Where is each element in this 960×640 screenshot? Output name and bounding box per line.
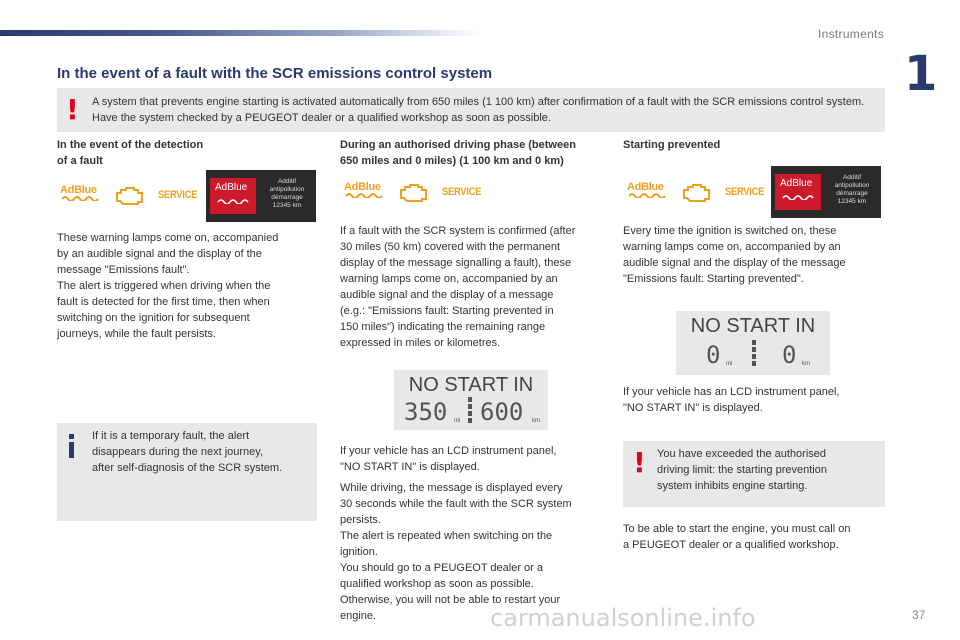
remaining-miles-value: 0: [706, 341, 721, 369]
service-warning-icon: SERVICE: [725, 186, 765, 198]
col2-heading: [340, 137, 610, 169]
body-line: The alert is repeated when switching on the: [340, 530, 553, 542]
adblue-warning-icon: [60, 184, 102, 208]
note-line: If it is a temporary fault, the alert: [92, 430, 250, 442]
col3-final-text: [623, 521, 885, 553]
col2-driving-text: [340, 480, 610, 624]
display-info-text: [825, 174, 879, 206]
section-label: Instruments: [818, 27, 884, 41]
body-line: 30 seconds while the fault with the SCR system: [340, 498, 572, 510]
engine-fault-icon: [681, 182, 713, 204]
display-adblue-label: AdBlue: [210, 178, 256, 214]
remaining-km-value: 600: [480, 398, 524, 426]
col3-lcd-text: [623, 384, 885, 416]
col1-heading-line: of a fault: [57, 155, 103, 167]
warning-exclamation-icon: !: [66, 93, 79, 126]
page-title: In the event of a fault with the SCR emissions control system: [57, 65, 493, 82]
miles-unit: mi: [454, 418, 461, 424]
body-line: by an audible signal and the display of the: [57, 248, 262, 260]
col2-heading-line: During an authorised driving phase (between: [340, 139, 576, 151]
body-line: expressed in miles or kilometres.: [340, 337, 501, 349]
no-start-display: [676, 311, 830, 375]
service-warning-icon: SERVICE: [158, 189, 198, 201]
body-line: qualified workshop as soon as possible.: [340, 578, 534, 590]
note-line: after self-diagnosis of the SCR system.: [92, 462, 283, 474]
col1-body: [57, 230, 317, 342]
display-info-line: 12345 km: [272, 202, 302, 209]
body-line: 30 miles (50 km) covered with the permanent: [340, 241, 561, 253]
miles-unit: mi: [726, 361, 733, 367]
body-line: "NO START IN" is displayed.: [623, 402, 763, 414]
body-line: warning lamps come on, accompanied by an: [623, 241, 841, 253]
body-line: Otherwise, you will not be able to restart your: [340, 594, 561, 606]
no-start-title: NO START IN: [690, 315, 816, 337]
display-adblue-label: AdBlue: [775, 174, 821, 210]
body-line: audible signal and the display of a message: [340, 289, 554, 301]
body-line: journeys, while the fault persists.: [57, 328, 216, 340]
page-number: 37: [912, 608, 926, 622]
body-line: ignition.: [340, 546, 378, 558]
col2-body: [340, 223, 610, 351]
warning-note-text: [657, 446, 879, 494]
body-line: display of the message signalling a fault), these: [340, 257, 572, 269]
chapter-number: 1: [904, 46, 938, 102]
col2-heading-line: 650 miles and 0 miles) (1 100 km and 0 km): [340, 155, 564, 167]
body-line: 150 miles") indicating the remaining range: [340, 321, 546, 333]
body-line: These warning lamps come on, accompanied: [57, 232, 279, 244]
body-line: message "Emissions fault".: [57, 264, 190, 276]
km-unit: km: [802, 361, 810, 367]
display-info-line: 12345 km: [837, 198, 867, 205]
body-line: warning lamps come on, accompanied by an: [340, 273, 558, 285]
col1-heading: [57, 137, 317, 169]
body-line: If your vehicle has an LCD instrument panel,: [623, 386, 840, 398]
body-line: If a fault with the SCR system is confirmed (after: [340, 225, 576, 237]
display-info-text: [260, 178, 314, 210]
body-line: audible signal and the display of the message: [623, 257, 846, 269]
display-info-line: démarrage: [836, 190, 868, 197]
adblue-display-panel: [771, 166, 881, 218]
service-warning-icon: SERVICE: [442, 186, 482, 198]
note-line: driving limit: the starting prevention: [657, 464, 827, 476]
note-line: You have exceeded the authorised: [657, 448, 827, 460]
remaining-km-value: 0: [782, 341, 797, 369]
body-line: persists.: [340, 514, 381, 526]
separator-dots: [468, 397, 472, 425]
adblue-display-panel: [206, 170, 316, 222]
body-line: To be able to start the engine, you must call on: [623, 523, 851, 535]
no-start-title: NO START IN: [408, 374, 534, 396]
body-line: a PEUGEOT dealer or a qualified workshop.: [623, 539, 839, 551]
note-line: system inhibits engine starting.: [657, 480, 808, 492]
display-wave-icon: [781, 194, 815, 200]
adblue-label: AdBlue: [60, 184, 97, 196]
adblue-warning-icon: [627, 181, 669, 205]
body-line: You should go to a PEUGEOT dealer or a: [340, 562, 544, 574]
body-line: While driving, the message is displayed every: [340, 482, 563, 494]
adblue-warning-icon: [344, 181, 386, 205]
body-line: "Emissions fault: Starting prevented".: [623, 273, 804, 285]
display-info-line: Additif: [277, 178, 297, 185]
engine-fault-icon: [398, 182, 430, 204]
info-icon-dot: [69, 434, 74, 439]
body-line: switching on the ignition for subsequent: [57, 312, 250, 324]
body-line: "NO START IN" is displayed.: [340, 461, 480, 473]
adblue-label: AdBlue: [344, 181, 381, 193]
col3-heading: Starting prevented: [623, 139, 721, 151]
display-info-line: démarrage: [271, 194, 303, 201]
display-info-line: antipollution: [269, 186, 305, 193]
watermark: carmanualsonline.info: [490, 604, 756, 632]
display-info-line: antipollution: [834, 182, 870, 189]
info-note-text: [92, 428, 312, 476]
body-line: Every time the ignition is switched on, these: [623, 225, 837, 237]
body-line: If your vehicle has an LCD instrument panel,: [340, 445, 557, 457]
col3-body: [623, 223, 885, 287]
note-line: disappears during the next journey,: [92, 446, 264, 458]
display-info-line: Additif: [842, 174, 862, 181]
col2-lcd-text: [340, 443, 610, 475]
body-line: engine.: [340, 610, 377, 622]
body-line: fault is detected for the first time, then when: [57, 296, 270, 308]
warning-exclamation-icon: !: [633, 446, 646, 479]
col1-heading-line: In the event of the detection: [57, 139, 204, 151]
remaining-miles-value: 350: [404, 398, 448, 426]
intro-warning-text: A system that prevents engine starting is activated automatically from 650 miles (1 100 km) after confirmation of a fault with the SCR emissions control system. Have the system checked by a PEUGEOT dealer or a qualified workshop as soon as possible.: [92, 96, 865, 124]
no-start-display: [394, 370, 548, 430]
km-unit: km: [532, 418, 540, 424]
body-line: (e.g.: "Emissions fault: Starting prevented in: [340, 305, 554, 317]
info-icon: [69, 442, 74, 458]
engine-fault-icon: [114, 185, 146, 207]
separator-dots: [752, 340, 756, 368]
body-line: The alert is triggered when driving when the: [57, 280, 271, 292]
adblue-label: AdBlue: [627, 181, 664, 193]
display-wave-icon: [216, 198, 250, 204]
header-bar: [0, 30, 480, 36]
